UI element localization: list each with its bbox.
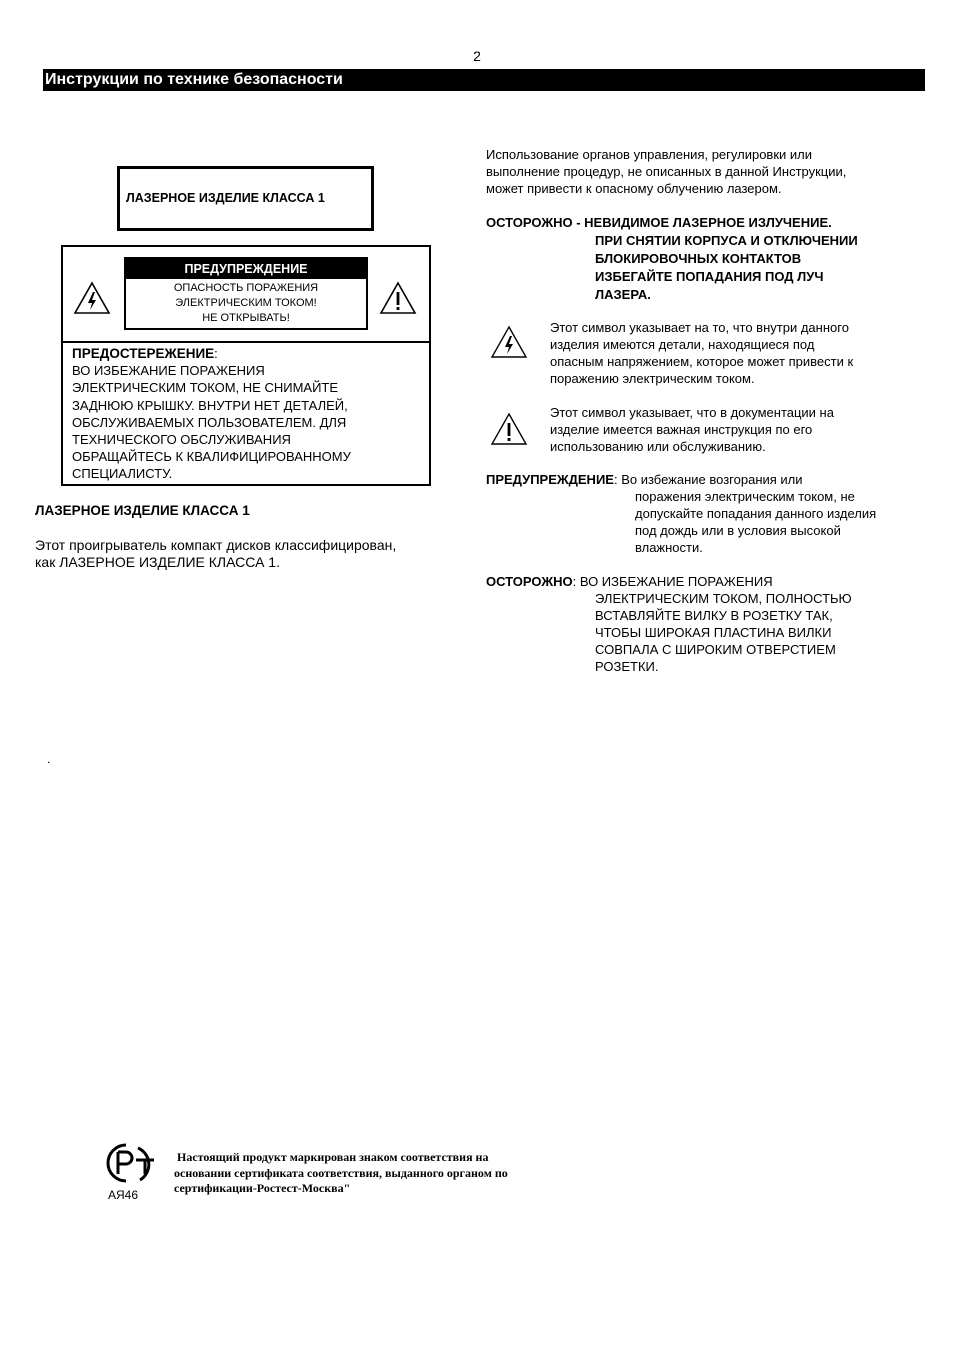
paragraph-line: выполнение процедур, не описанных в данной Инструкции, xyxy=(486,164,847,179)
cert-text xyxy=(174,1150,574,1197)
plug-caution-line: ЧТОБЫ ШИРОКАЯ ПЛАСТИНА ВИЛКИ xyxy=(595,625,832,640)
plug-caution-line: СОВПАЛА С ШИРОКИМ ОТВЕРСТИЕМ xyxy=(595,642,836,657)
cert-line: Настоящий продукт маркирован знаком соответствия на xyxy=(174,1150,489,1164)
warning-label xyxy=(124,257,368,330)
fire-warning-line: влажности. xyxy=(635,540,703,555)
fire-warning xyxy=(486,471,916,556)
fire-warning-line: поражения электрическим током, не xyxy=(635,489,855,504)
page-title: Инструкции по технике безопасности xyxy=(43,69,925,91)
laser-class-title: ЛАЗЕРНОЕ ИЗДЕЛИЕ КЛАССА 1 xyxy=(35,503,250,518)
warning-label-line: ОПАСНОСТЬ ПОРАЖЕНИЯ xyxy=(173,282,319,294)
caution-line: ЗАДНЮЮ КРЫШКУ. ВНУТРИ НЕТ ДЕТАЛЕЙ, xyxy=(72,397,348,413)
lightning-triangle-icon xyxy=(73,281,111,315)
warning-label-text xyxy=(126,279,366,326)
warning-box xyxy=(61,245,431,486)
fire-warning-line: под дождь или в условия высокой xyxy=(635,523,841,538)
laser-class-label: ЛАЗЕРНОЕ ИЗДЕЛИЕ КЛАССА 1 xyxy=(117,166,374,231)
page-number: 2 xyxy=(473,48,481,64)
symbol-lightning-explanation xyxy=(486,319,906,389)
paragraph-line: Этот проигрыватель компакт дисков классифицирован, xyxy=(35,537,397,553)
caution-line: ОБРАЩАЙТЕСЬ К КВАЛИФИЦИРОВАННОМУ xyxy=(72,449,351,465)
warning-label-line: НЕ ОТКРЫВАТЬ! xyxy=(202,312,290,324)
cert-line: сертификации-Ростест-Москва" xyxy=(174,1181,351,1195)
cert-code: АЯ46 xyxy=(108,1188,139,1202)
symbol-line: Этот символ указывает, что в документации на xyxy=(550,405,834,420)
controls-intro xyxy=(486,146,906,197)
exclamation-triangle-icon xyxy=(379,281,417,315)
lightning-triangle-icon xyxy=(490,325,528,359)
caution-label: ПРЕДОСТЕРЕЖЕНИЕ xyxy=(72,346,215,361)
cert-line: основании сертификата соответствия, выданного органом по xyxy=(174,1165,508,1180)
plug-caution xyxy=(486,573,916,675)
stray-dot: . xyxy=(47,752,51,766)
laser-caution-line: ИЗБЕГАЙТЕ ПОПАДАНИЯ ПОД ЛУЧ xyxy=(595,269,824,284)
symbol-line: использованию или обслуживанию. xyxy=(550,439,766,454)
laser-caution-line: БЛОКИРОВОЧНЫХ КОНТАКТОВ xyxy=(595,251,802,266)
fire-warning-line: допускайте попадания данного изделия xyxy=(635,506,877,521)
laser-class-paragraph xyxy=(35,537,465,571)
paragraph-line: как ЛАЗЕРНОЕ ИЗДЕЛИЕ КЛАССА 1. xyxy=(35,554,280,570)
fire-warning-first: : Во избежание возгорания или xyxy=(613,472,803,487)
plug-caution-line: ЭЛЕКТРИЧЕСКИМ ТОКОМ, ПОЛНОСТЬЮ xyxy=(595,591,852,606)
plug-caution-line: ВСТАВЛЯЙТЕ ВИЛКУ В РОЗЕТКУ ТАК, xyxy=(595,608,833,623)
caution-line: СПЕЦИАЛИСТУ. xyxy=(72,466,173,482)
plug-caution-first: : ВО ИЗБЕЖАНИЕ ПОРАЖЕНИЯ xyxy=(572,574,773,589)
symbol-text xyxy=(550,319,910,387)
symbol-line: поражению электрическим током. xyxy=(550,371,755,386)
laser-caution xyxy=(486,214,916,304)
laser-caution-line: ПРИ СНЯТИИ КОРПУСА И ОТКЛЮЧЕНИИ xyxy=(595,233,858,248)
symbol-line: опасным напряжением, которое может привести к xyxy=(550,354,854,369)
paragraph-line: может привести к опасному облучению лазером. xyxy=(486,181,782,196)
caution-line: ВО ИЗБЕЖАНИЕ ПОРАЖЕНИЯ xyxy=(72,363,265,379)
symbol-text xyxy=(550,404,910,455)
caution-colon: : xyxy=(214,346,218,361)
warning-label-line: ЭЛЕКТРИЧЕСКИМ ТОКОМ! xyxy=(175,297,317,309)
plug-caution-line: РОЗЕТКИ. xyxy=(595,659,659,674)
caution-line: ЭЛЕКТРИЧЕСКИМ ТОКОМ, НЕ СНИМАЙТЕ xyxy=(72,380,339,396)
fire-warning-label: ПРЕДУПРЕЖДЕНИЕ xyxy=(486,472,614,487)
warning-label-title: ПРЕДУПРЕЖДЕНИЕ xyxy=(126,259,366,279)
caution-line: ОБСЛУЖИВАЕМЫХ ПОЛЬЗОВАТЕЛЕМ. ДЛЯ xyxy=(72,414,347,430)
paragraph-line: Использование органов управления, регулировки или xyxy=(486,147,813,162)
caution-text xyxy=(72,345,422,483)
laser-caution-line: ЛАЗЕРА. xyxy=(595,287,651,302)
symbol-exclamation-explanation xyxy=(486,404,906,460)
symbol-line: изделие имеется важная инструкция по его xyxy=(550,422,813,437)
symbol-line: изделия имеются детали, находящиеся под xyxy=(550,337,815,352)
rostest-logo-icon xyxy=(96,1140,158,1186)
caution-line: ТЕХНИЧЕСКОГО ОБСЛУЖИВАНИЯ xyxy=(72,432,291,448)
laser-caution-first: ОСТОРОЖНО - НЕВИДИМОЕ ЛАЗЕРНОЕ ИЗЛУЧЕНИЕ. xyxy=(486,215,832,230)
plug-caution-label: ОСТОРОЖНО xyxy=(486,574,573,589)
exclamation-triangle-icon xyxy=(490,412,528,446)
symbol-line: Этот символ указывает на то, что внутри данного xyxy=(550,320,849,335)
warning-box-top xyxy=(63,247,429,343)
